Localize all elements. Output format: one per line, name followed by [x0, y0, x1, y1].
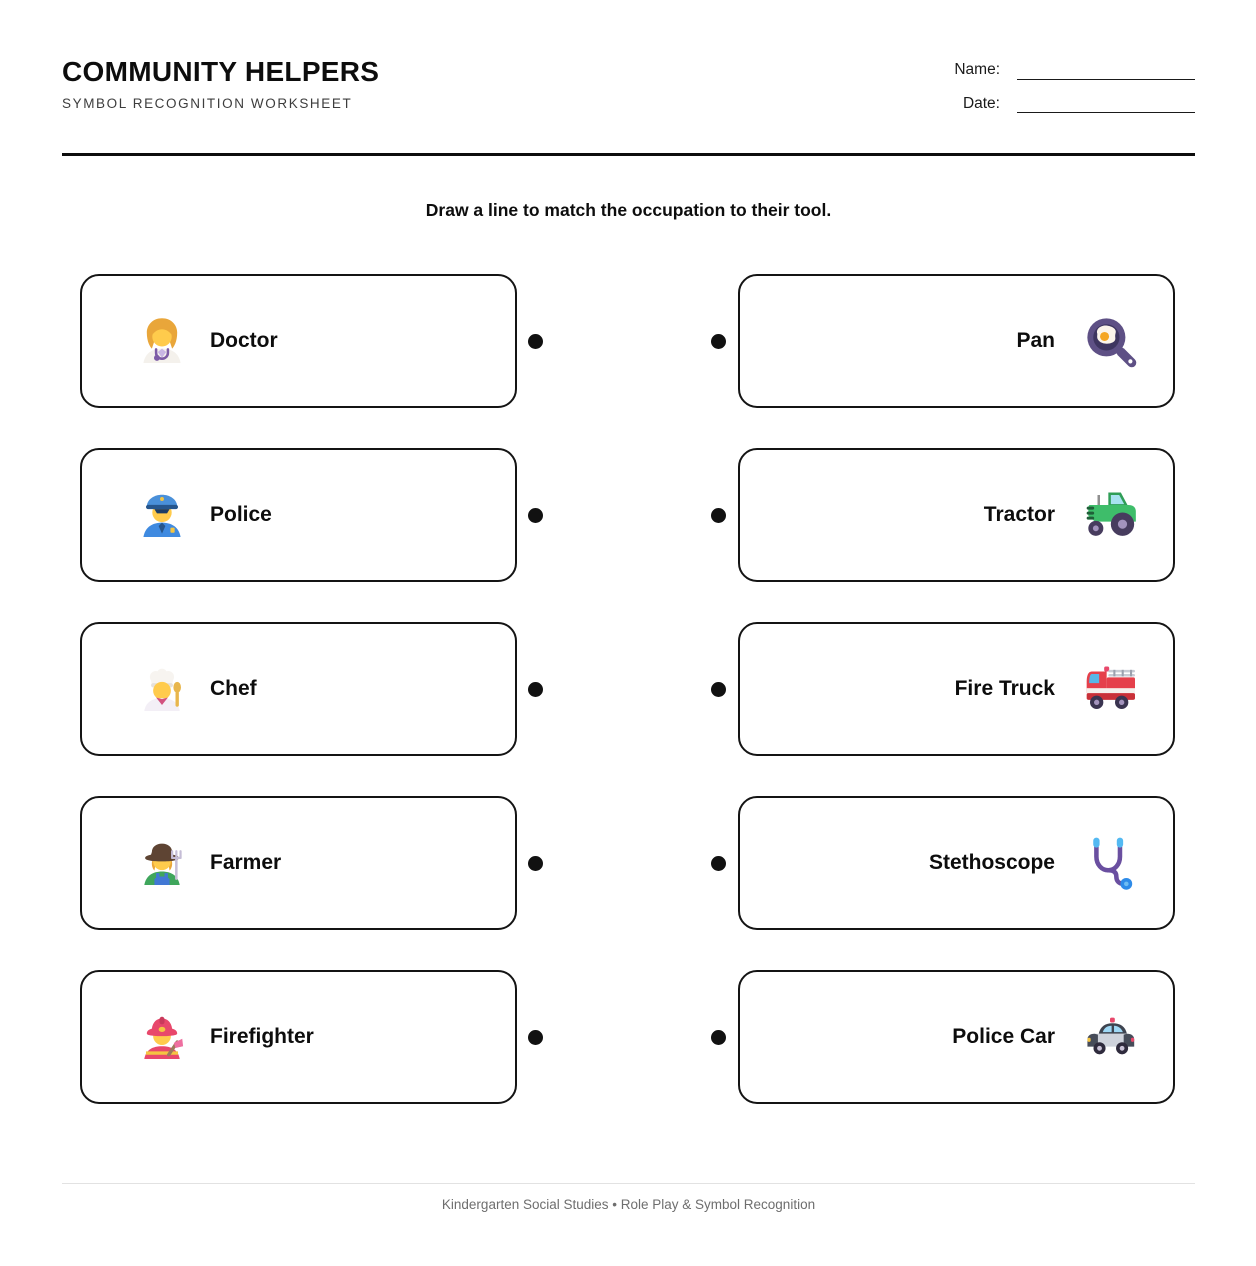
occupation-label: Chef [210, 677, 257, 700]
tool-label: Tractor [983, 503, 1055, 526]
date-input-line[interactable] [1017, 99, 1195, 113]
connector-dot-tractor[interactable] [711, 508, 726, 523]
occupation-label: Firefighter [210, 1025, 314, 1048]
occupation-card-chef[interactable] [80, 622, 517, 756]
match-row-2 [80, 448, 1195, 582]
tool-label: Fire Truck [954, 677, 1055, 700]
connector-zone-3 [517, 682, 738, 697]
tool-card-pan[interactable] [738, 274, 1175, 408]
tool-label: Police Car [952, 1025, 1055, 1048]
page-subtitle: SYMBOL RECOGNITION WORKSHEET [62, 96, 353, 111]
tool-card-police-car[interactable] [738, 970, 1175, 1104]
tool-card-tractor[interactable] [738, 448, 1175, 582]
title-block [62, 56, 379, 129]
stethoscope-icon [1080, 834, 1140, 892]
chef-icon [135, 662, 189, 716]
tool-card-fire-truck[interactable] [738, 622, 1175, 756]
occupation-card-police[interactable] [80, 448, 517, 582]
occupation-card-firefighter[interactable] [80, 970, 517, 1104]
police-car-icon [1080, 1012, 1140, 1062]
connector-zone-5 [517, 1030, 738, 1045]
occupation-card-doctor[interactable] [80, 274, 517, 408]
student-fields [954, 56, 1195, 129]
police-officer-icon [135, 488, 189, 542]
footer-divider [62, 1183, 1195, 1184]
connector-zone-2 [517, 508, 738, 523]
connector-dot-farmer[interactable] [528, 856, 543, 871]
date-label: Date: [962, 94, 1000, 112]
farmer-icon [135, 836, 189, 890]
connector-dot-police-car[interactable] [711, 1030, 726, 1045]
connector-dot-fire-truck[interactable] [711, 682, 726, 697]
page-title: COMMUNITY HELPERS [62, 56, 380, 87]
occupation-label: Farmer [210, 851, 282, 874]
name-label: Name: [954, 61, 1000, 78]
tool-card-stethoscope[interactable] [738, 796, 1175, 930]
connector-dot-firefighter[interactable] [528, 1030, 543, 1045]
match-row-1 [80, 274, 1195, 408]
occupation-card-farmer[interactable] [80, 796, 517, 930]
frying-pan-icon [1080, 312, 1140, 370]
connector-zone-4 [517, 856, 738, 871]
occupation-label: Police [210, 503, 272, 526]
firefighter-icon [135, 1010, 189, 1064]
footer [62, 1183, 1195, 1212]
tool-label: Pan [1016, 329, 1055, 352]
connector-dot-police[interactable] [528, 508, 543, 523]
footer-text: Kindergarten Social Studies • Role Play & Symbol Recognition [441, 1197, 816, 1212]
connector-dot-doctor[interactable] [528, 334, 543, 349]
name-field-row [954, 62, 1195, 80]
header-divider [62, 153, 1195, 156]
tool-label: Stethoscope [928, 851, 1055, 874]
name-input-line[interactable] [1017, 66, 1195, 80]
occupation-label: Doctor [210, 329, 278, 352]
match-row-5 [80, 970, 1195, 1104]
connector-dot-stethoscope[interactable] [711, 856, 726, 871]
match-row-3 [80, 622, 1195, 756]
connector-zone-1 [517, 334, 738, 349]
connector-dot-pan[interactable] [711, 334, 726, 349]
matching-rows [80, 274, 1195, 1104]
date-field-row [954, 96, 1195, 114]
connector-dot-chef[interactable] [528, 682, 543, 697]
instruction-text: Draw a line to match the occupation to their tool. [425, 200, 832, 220]
match-row-4 [80, 796, 1195, 930]
header [62, 56, 1195, 129]
woman-health-worker-icon [135, 314, 189, 368]
fire-truck-icon [1080, 662, 1140, 716]
tractor-icon [1080, 488, 1140, 542]
